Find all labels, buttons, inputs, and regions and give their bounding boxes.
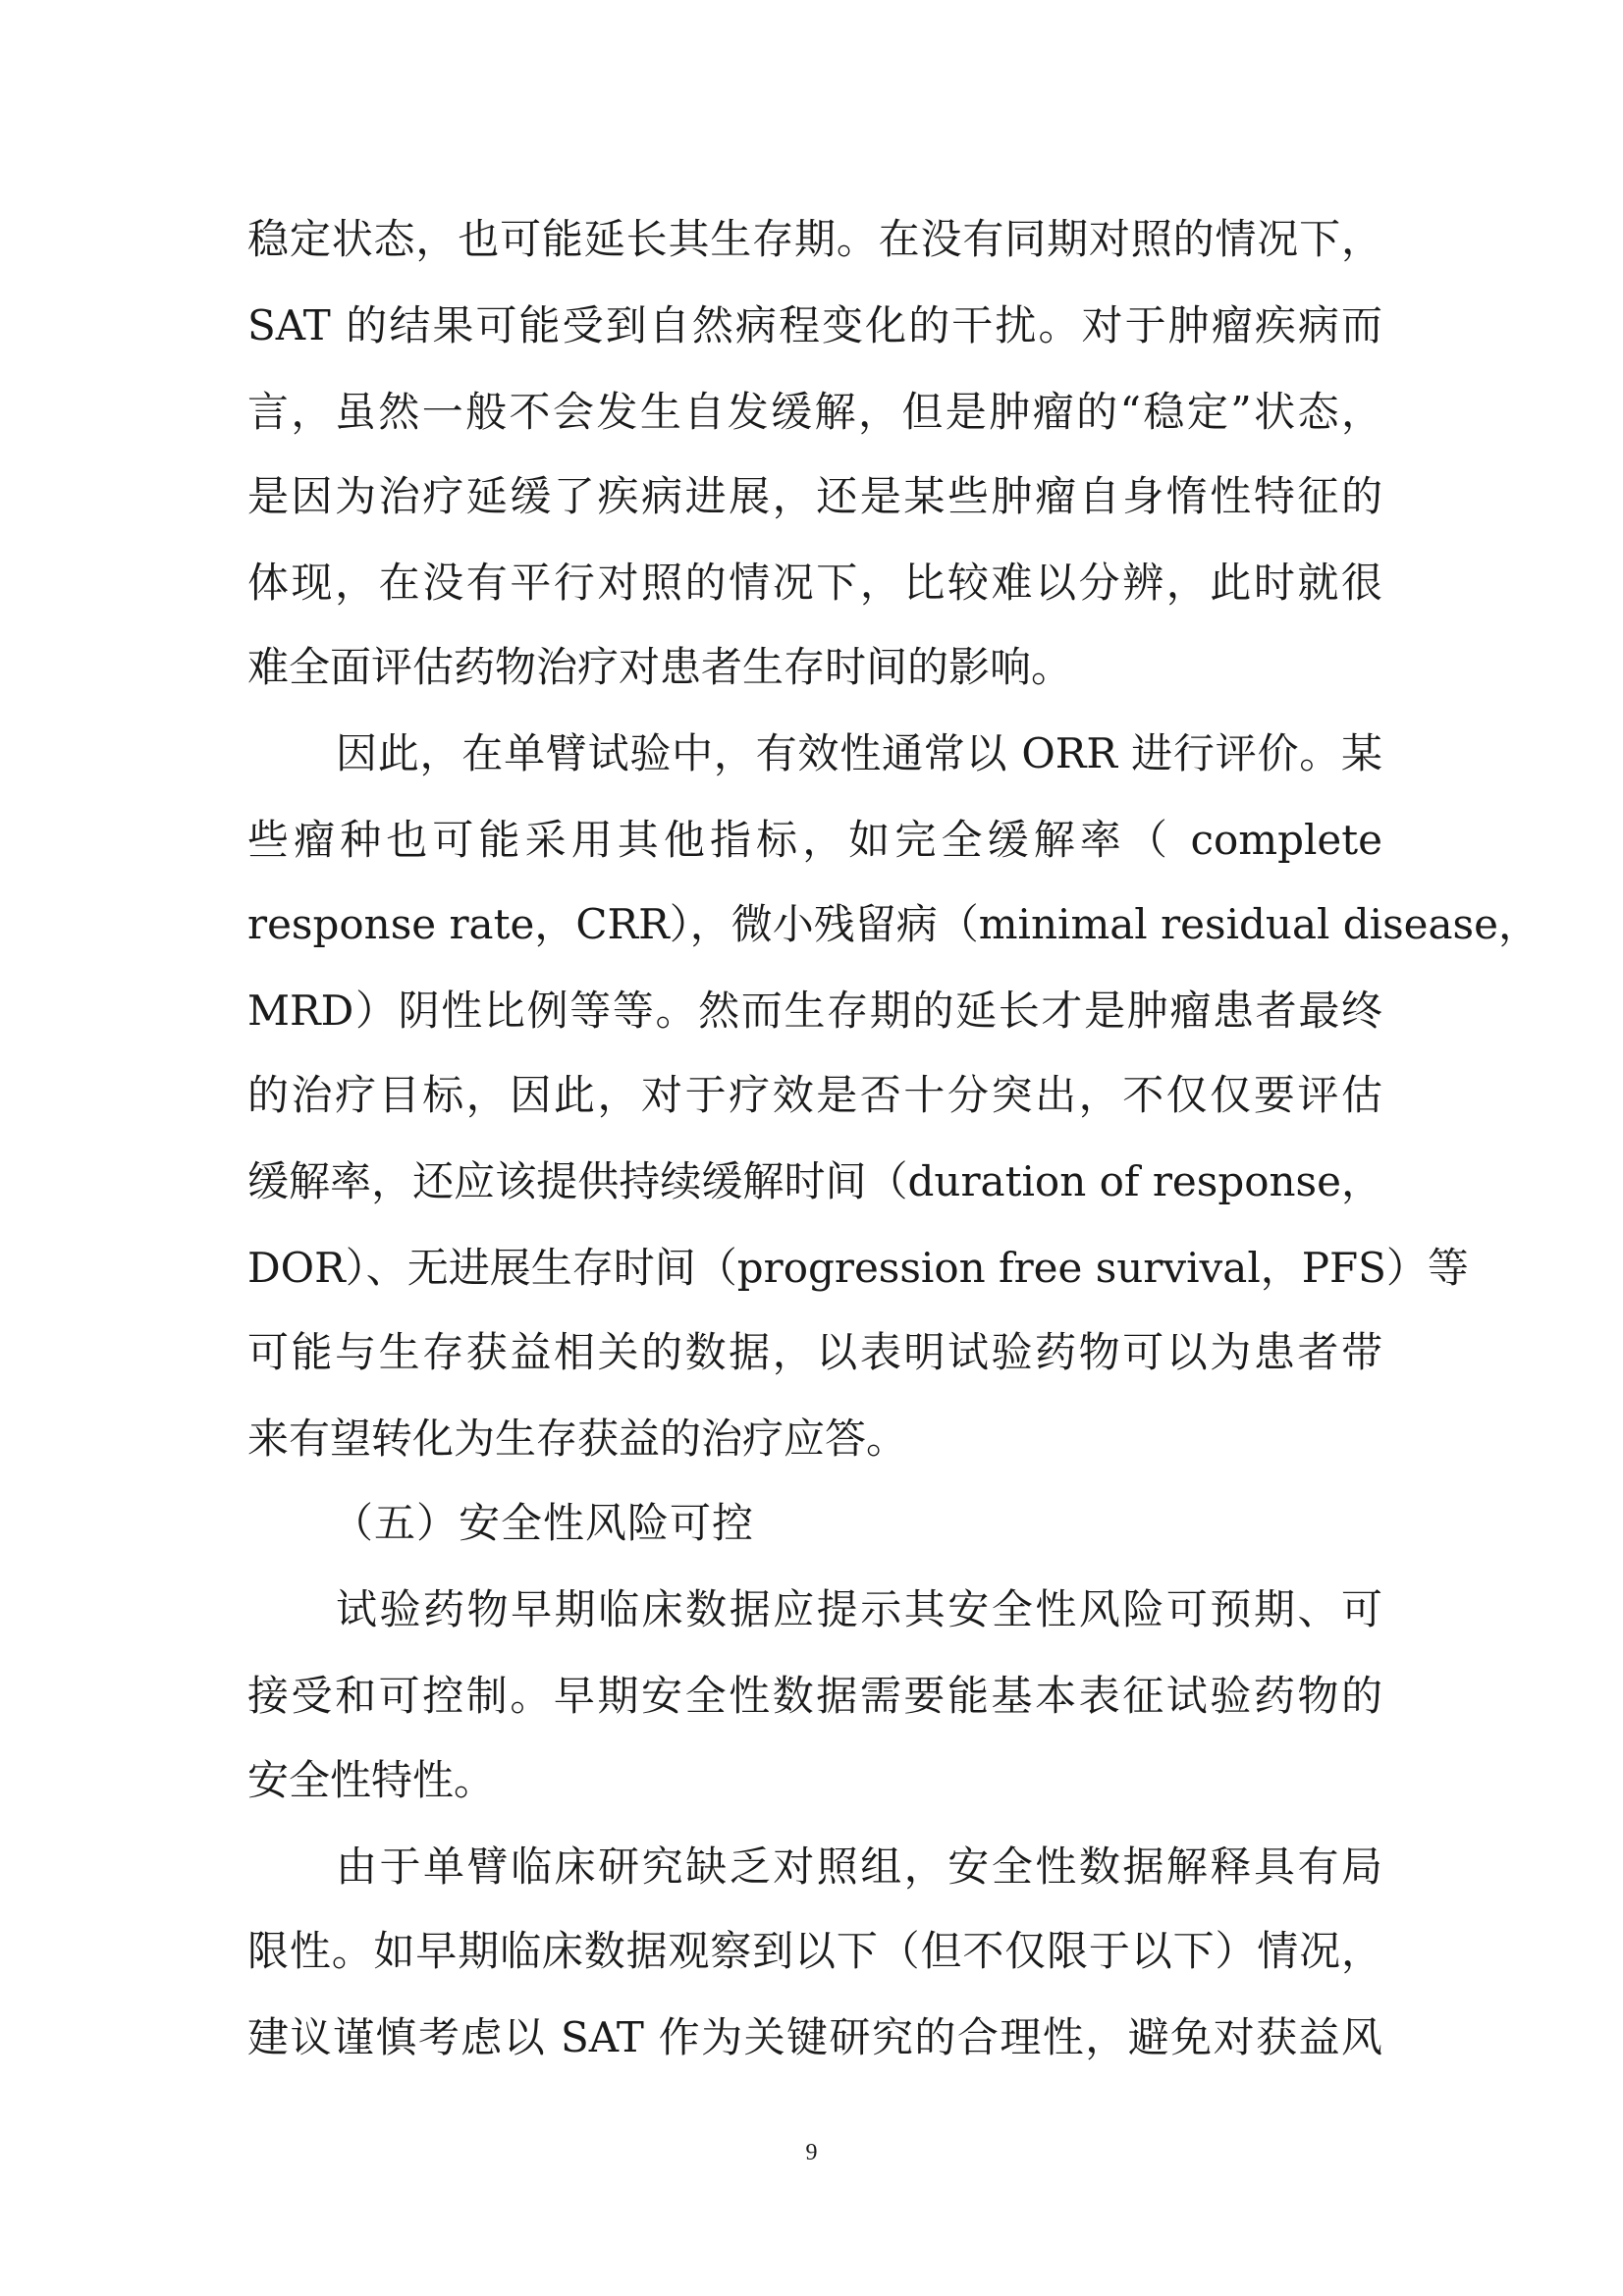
text-line: 体现，在没有平行对照的情况下，比较难以分辨，此时就很 — [247, 559, 1382, 607]
text-line: 难全面评估药物治疗对患者生存时间的影响。 — [247, 643, 1073, 691]
text-line: 建议谨慎考虑以 SAT 作为关键研究的合理性，避免对获益风 — [247, 2013, 1382, 2061]
text-line: 安全性特性。 — [247, 1756, 496, 1804]
text-line: 由于单臂临床研究缺乏对照组，安全性数据解释具有局 — [336, 1842, 1382, 1891]
text-line: MRD）阴性比例等等。然而生存期的延长才是肿瘤患者最终 — [247, 987, 1382, 1035]
text-line: 接受和可控制。早期安全性数据需要能基本表征试验药物的 — [247, 1672, 1382, 1720]
text-line: DOR）、无进展生存时间（progression free survival，PFS）等 — [247, 1244, 1469, 1292]
page-number: 9 — [805, 2140, 818, 2165]
text-line: 稳定状态，也可能延长其生存期。在没有同期对照的情况下， — [247, 215, 1382, 263]
text-line: response rate，CRR），微小残留病（minimal residual disease， — [247, 900, 1540, 948]
section-heading: （五）安全性风险可控 — [332, 1499, 755, 1547]
text-line: 试验药物早期临床数据应提示其安全性风险可预期、可 — [336, 1585, 1382, 1633]
text-line: 缓解率，还应该提供持续缓解时间（duration of response， — [247, 1157, 1382, 1205]
text-line: 的治疗目标，因此，对于疗效是否十分突出，不仅仅要评估 — [247, 1071, 1382, 1119]
text-line: SAT 的结果可能受到自然病程变化的干扰。对于肿瘤疾病而 — [247, 301, 1382, 349]
text-line: 些瘤种也可能采用其他指标，如完全缓解率（ complete — [247, 816, 1382, 864]
text-line: 限性。如早期临床数据观察到以下（但不仅限于以下）情况， — [247, 1927, 1382, 1975]
text-line: 言，虽然一般不会发生自发缓解，但是肿瘤的“稳定”状态， — [247, 388, 1382, 436]
text-line: 是因为治疗延缓了疾病进展，还是某些肿瘤自身惰性特征的 — [247, 472, 1382, 520]
text-line: 可能与生存获益相关的数据，以表明试验药物可以为患者带 — [247, 1328, 1382, 1376]
text-line: 因此，在单臂试验中，有效性通常以 ORR 进行评价。某 — [336, 729, 1382, 777]
text-line: 来有望转化为生存获益的治疗应答。 — [247, 1415, 908, 1463]
